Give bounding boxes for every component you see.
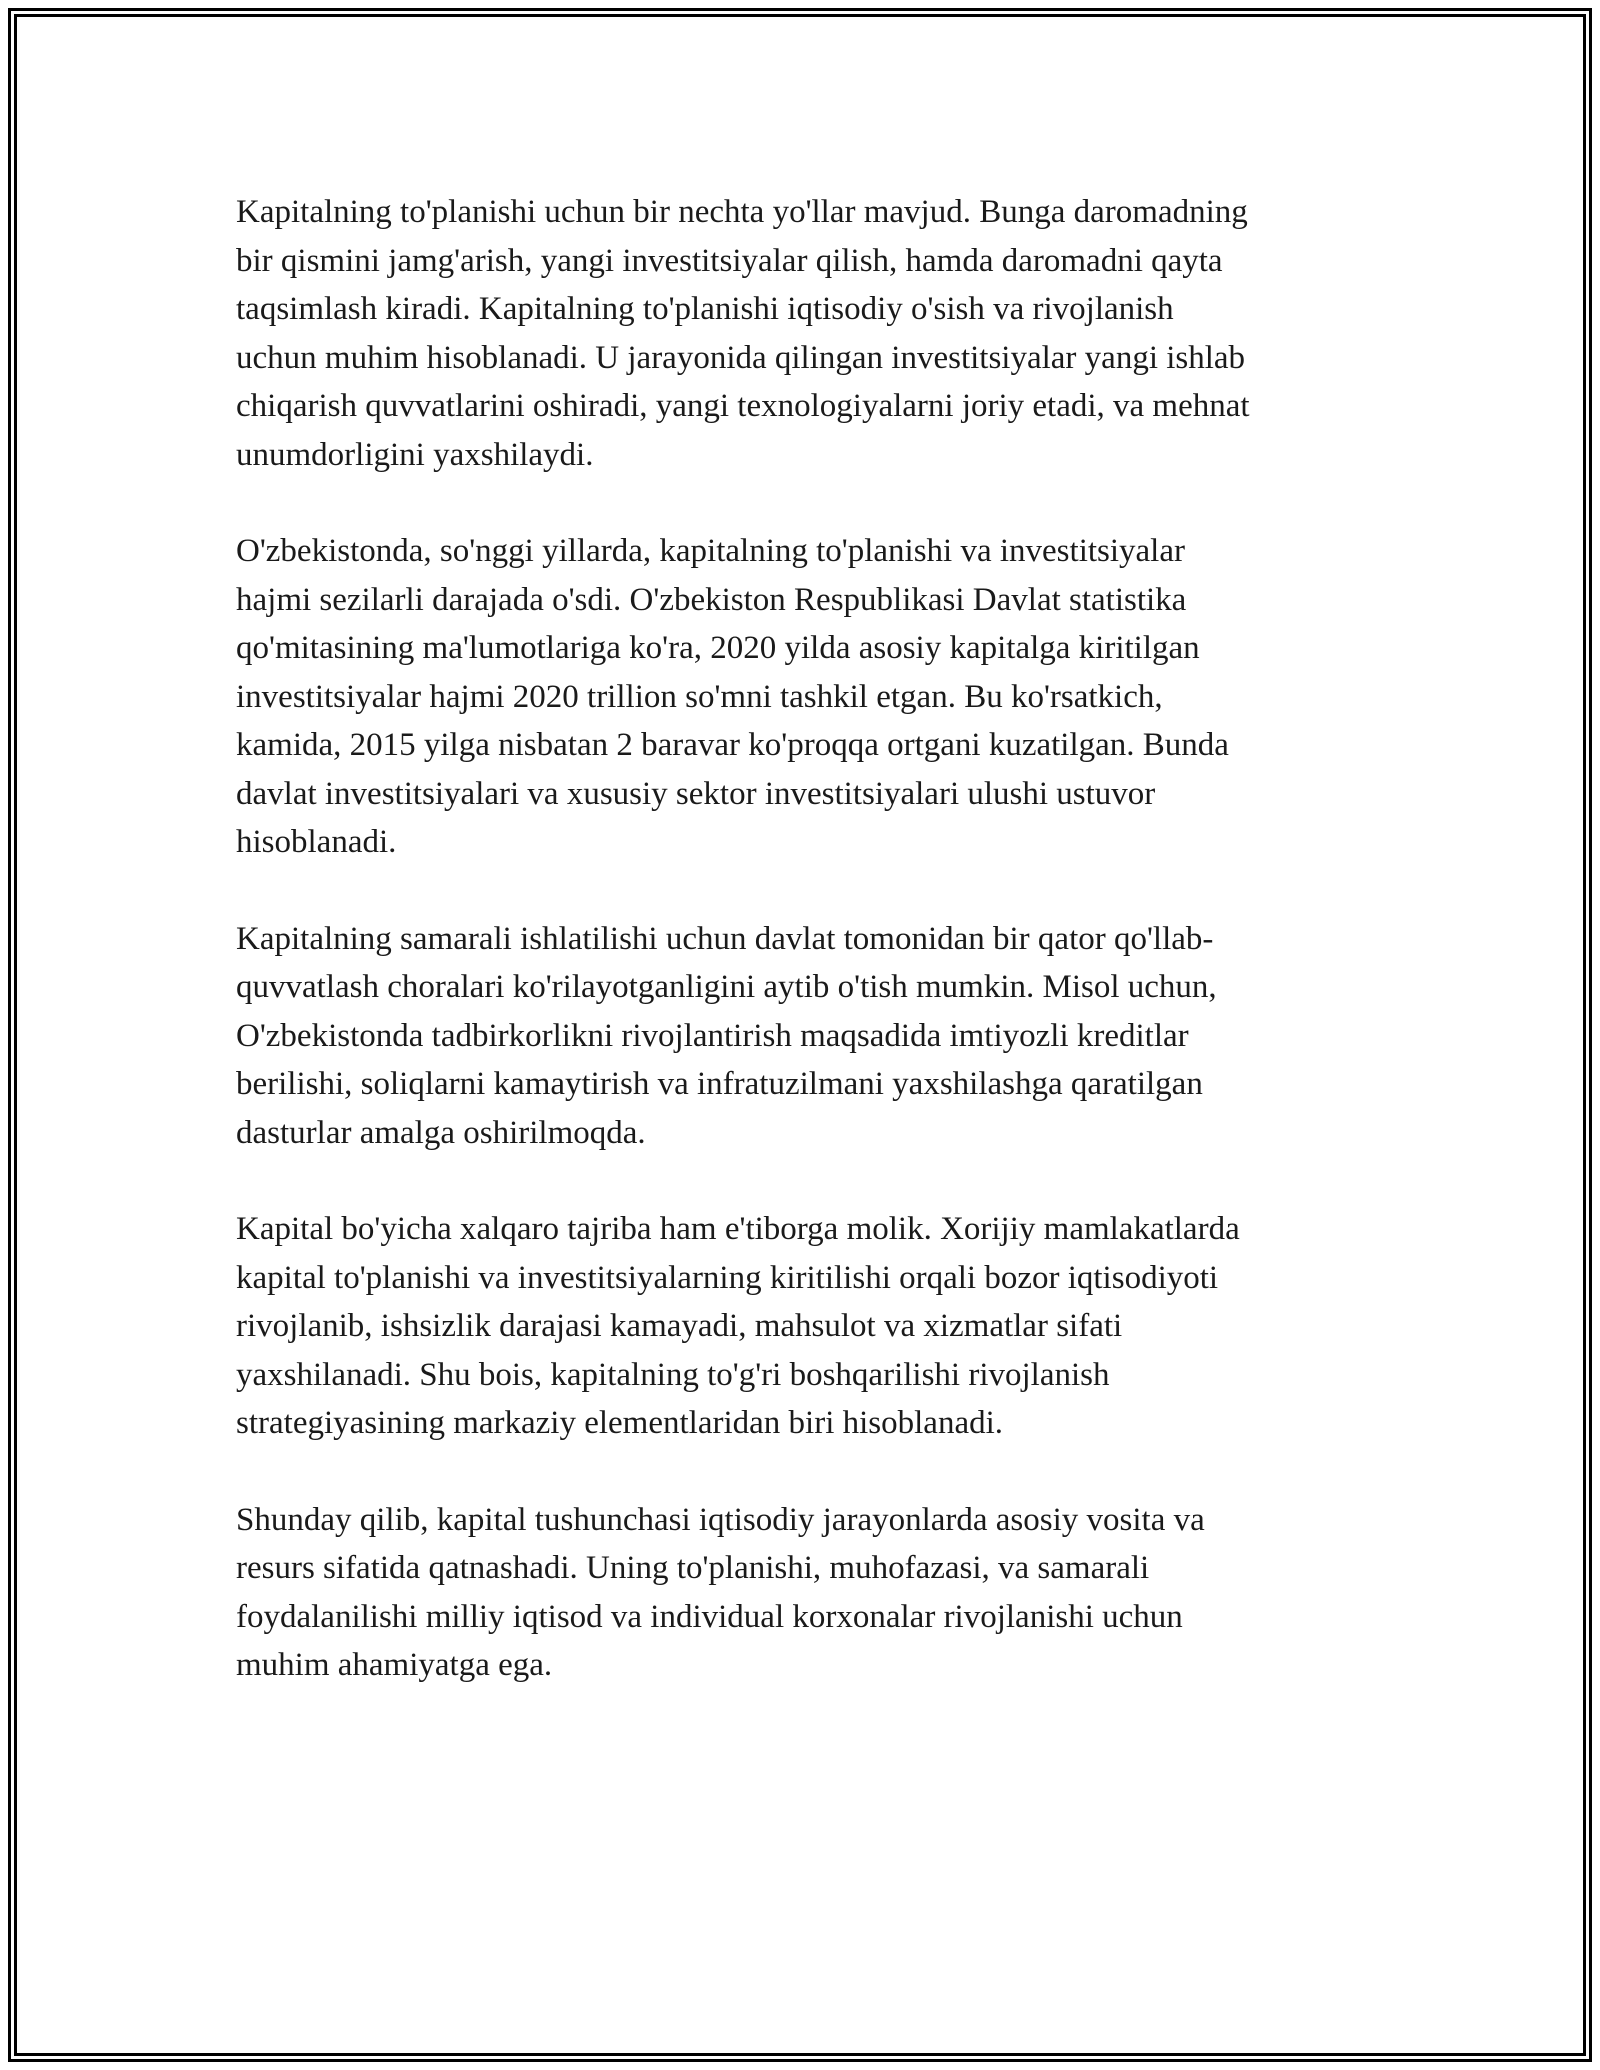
text-line: qo'mitasining ma'lumotlariga ko'ra, 2020 yilda asosiy kapitalga kiritilgan — [236, 630, 1200, 666]
text-line: resurs sifatida qatnashadi. Uning to'planishi, muhofazasi, va samarali — [236, 1550, 1150, 1586]
paragraph-uzbekistan-investments — [236, 527, 1376, 867]
text-line: foydalanilishi milliy iqtisod va individual korxonalar rivojlanishi uchun — [236, 1598, 1183, 1635]
text-line: kapital to'planishi va investitsiyalarning kiritilishi orqali bozor iqtisodiyoti — [236, 1259, 1219, 1296]
text-line: dasturlar amalga oshirilmoqda. — [236, 1114, 646, 1151]
text-line: taqsimlash kiradi. Kapitalning to'planishi iqtisodiy o'sish va rivojlanish — [236, 291, 1174, 327]
document-body — [236, 188, 1376, 1738]
text-line: chiqarish quvvatlarini oshiradi, yangi texnologiyalarni joriy etadi, va mehnat — [236, 388, 1250, 424]
text-line: hajmi sezilarli darajada o'sdi. O'zbekiston Respublikasi Davlat statistika — [236, 581, 1187, 618]
text-line: Kapitalning samarali ishlatilishi uchun davlat tomonidan bir qator qo'llab- — [236, 920, 1214, 957]
paragraph-capital-accumulation — [236, 188, 1376, 479]
text-line: kamida, 2015 yilga nisbatan 2 baravar ko'proqqa ortgani kuzatilgan. Bunda — [236, 727, 1229, 763]
paragraph-state-support — [236, 915, 1376, 1158]
text-line: hisoblanadi. — [236, 824, 397, 860]
text-line: Shunday qilib, kapital tushunchasi iqtisodiy jarayonlarda asosiy vosita va — [236, 1501, 1205, 1538]
text-line: yaxshilanadi. Shu bois, kapitalning to'g'ri boshqarilishi rivojlanish — [236, 1356, 1110, 1393]
paragraph-international-experience — [236, 1205, 1376, 1448]
text-line: muhim ahamiyatga ega. — [236, 1647, 553, 1683]
text-line: investitsiyalar hajmi 2020 trillion so'mni tashkil etgan. Bu ko'rsatkich, — [236, 678, 1163, 715]
text-line: unumdorligini yaxshilaydi. — [236, 436, 594, 473]
paragraph-conclusion — [236, 1496, 1376, 1690]
text-line: davlat investitsiyalari va xususiy sektor investitsiyalari ulushi ustuvor — [236, 775, 1156, 812]
text-line: strategiyasining markaziy elementlaridan biri hisoblanadi. — [236, 1405, 1004, 1441]
text-line: O'zbekistonda tadbirkorlikni rivojlantirish maqsadida imtiyozli kreditlar — [236, 1017, 1189, 1054]
text-line: berilishi, soliqlarni kamaytirish va infratuzilmani yaxshilashga qaratilgan — [236, 1066, 1203, 1102]
text-line: Kapitalning to'planishi uchun bir nechta yo'llar mavjud. Bunga daromadning — [236, 194, 1248, 230]
text-line: bir qismini jamg'arish, yangi investitsiyalar qilish, hamda daromadni qayta — [236, 242, 1223, 279]
text-line: O'zbekistonda, so'nggi yillarda, kapitalning to'planishi va investitsiyalar — [236, 533, 1185, 569]
text-line: Kapital bo'yicha xalqaro tajriba ham e'tiborga molik. Xorijiy mamlakatlarda — [236, 1211, 1240, 1247]
text-line: uchun muhim hisoblanadi. U jarayonida qilingan investitsiyalar yangi ishlab — [236, 339, 1246, 376]
text-line: quvvatlash choralari ko'rilayotganligini aytib o'tish mumkin. Misol uchun, — [236, 969, 1217, 1005]
text-line: rivojlanib, ishsizlik darajasi kamayadi, mahsulot va xizmatlar sifati — [236, 1308, 1123, 1344]
